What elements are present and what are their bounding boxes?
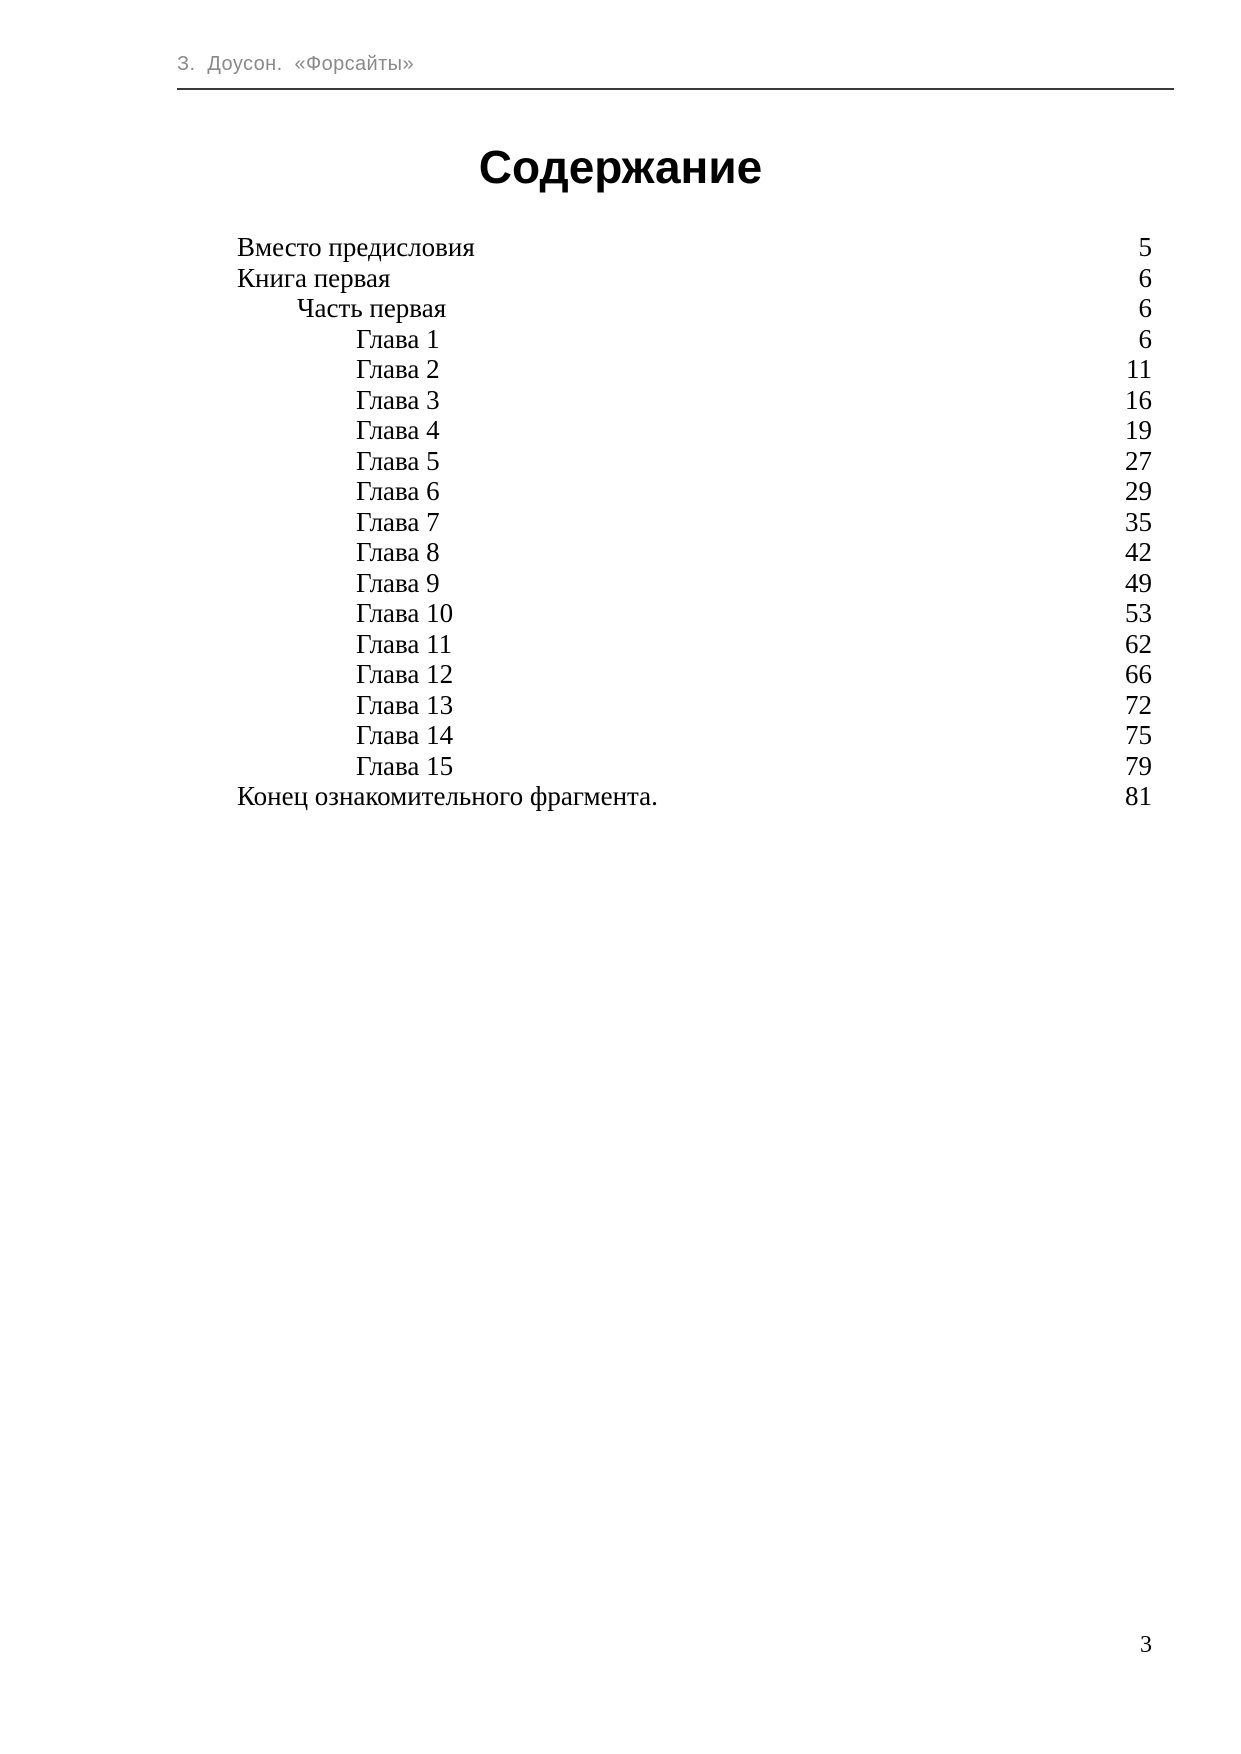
- toc-entry[interactable]: [237, 659, 1152, 690]
- toc-entry-label: Глава 1: [356, 323, 440, 354]
- toc-entry[interactable]: [237, 629, 1152, 660]
- toc-entry-page: 75: [1125, 720, 1152, 750]
- toc-entry[interactable]: [237, 476, 1152, 507]
- toc-entry-page: 62: [1125, 628, 1152, 659]
- toc-entry[interactable]: [237, 385, 1152, 416]
- toc-entry[interactable]: [237, 751, 1152, 782]
- toc-entry-page: 11: [1126, 354, 1152, 384]
- toc-entry[interactable]: [237, 781, 1152, 812]
- toc-entry-label: Глава 13: [356, 689, 454, 720]
- toc-entry-page: 6: [1138, 293, 1152, 323]
- toc-entry-page: 6: [1138, 262, 1152, 293]
- header-divider: [177, 88, 1174, 90]
- toc-entry-label: Глава 9: [356, 567, 440, 598]
- toc-entry-label: Глава 6: [356, 476, 440, 506]
- toc-entry-page: 42: [1125, 537, 1152, 567]
- toc-entry-label: Глава 15: [356, 750, 454, 781]
- toc-entry[interactable]: [237, 446, 1152, 477]
- toc-entry[interactable]: [237, 690, 1152, 721]
- toc-entry[interactable]: [237, 263, 1152, 294]
- toc-entry-page: 81: [1125, 781, 1152, 811]
- toc-entry[interactable]: [237, 354, 1152, 385]
- toc-entry-page: 35: [1125, 506, 1152, 537]
- footer-page-number: 3: [1140, 1632, 1152, 1658]
- toc-entry-page: 16: [1125, 384, 1152, 415]
- toc-entry-page: 19: [1125, 415, 1152, 445]
- toc-entry-label: Конец ознакомительного фрагмента.: [237, 781, 658, 811]
- toc-entry-label: Глава 11: [356, 628, 453, 659]
- toc-entry-page: 49: [1125, 567, 1152, 598]
- toc-entry-label: Глава 8: [356, 537, 440, 567]
- toc-entry-page: 66: [1125, 659, 1152, 689]
- toc-entry-label: Глава 2: [356, 354, 440, 384]
- toc-entry-label: Глава 14: [356, 720, 454, 750]
- running-header: З. Доусон. «Форсайты»: [177, 53, 414, 75]
- toc-entry-label: Книга первая: [237, 262, 391, 293]
- toc-entry-page: 29: [1125, 476, 1152, 506]
- toc-entry-page: 53: [1125, 598, 1152, 628]
- toc-entry-page: 27: [1125, 445, 1152, 476]
- toc-entry[interactable]: [237, 415, 1152, 446]
- toc-entry-label: Глава 3: [356, 384, 440, 415]
- toc-entry[interactable]: [237, 568, 1152, 599]
- toc-entry-label: Вместо предисловия: [237, 232, 475, 262]
- toc-list: [237, 232, 1152, 812]
- toc-entry[interactable]: [237, 232, 1152, 263]
- toc-entry-label: Глава 10: [356, 598, 454, 628]
- toc-entry-label: Глава 7: [356, 506, 440, 537]
- toc-entry[interactable]: [237, 598, 1152, 629]
- toc-entry[interactable]: [237, 537, 1152, 568]
- toc-entry-label: Глава 4: [356, 415, 440, 445]
- toc-entry[interactable]: [237, 324, 1152, 355]
- toc-entry-page: 5: [1138, 232, 1152, 262]
- toc-entry[interactable]: [237, 720, 1152, 751]
- toc-entry-page: 72: [1125, 689, 1152, 720]
- page-title: Содержание: [478, 141, 763, 193]
- toc-entry-label: Глава 12: [356, 659, 454, 689]
- toc-entry[interactable]: [237, 293, 1152, 324]
- toc-entry[interactable]: [237, 507, 1152, 538]
- toc-entry-label: Часть первая: [297, 293, 447, 323]
- toc-entry-label: Глава 5: [356, 445, 440, 476]
- toc-entry-page: 79: [1125, 750, 1152, 781]
- toc-entry-page: 6: [1138, 323, 1152, 354]
